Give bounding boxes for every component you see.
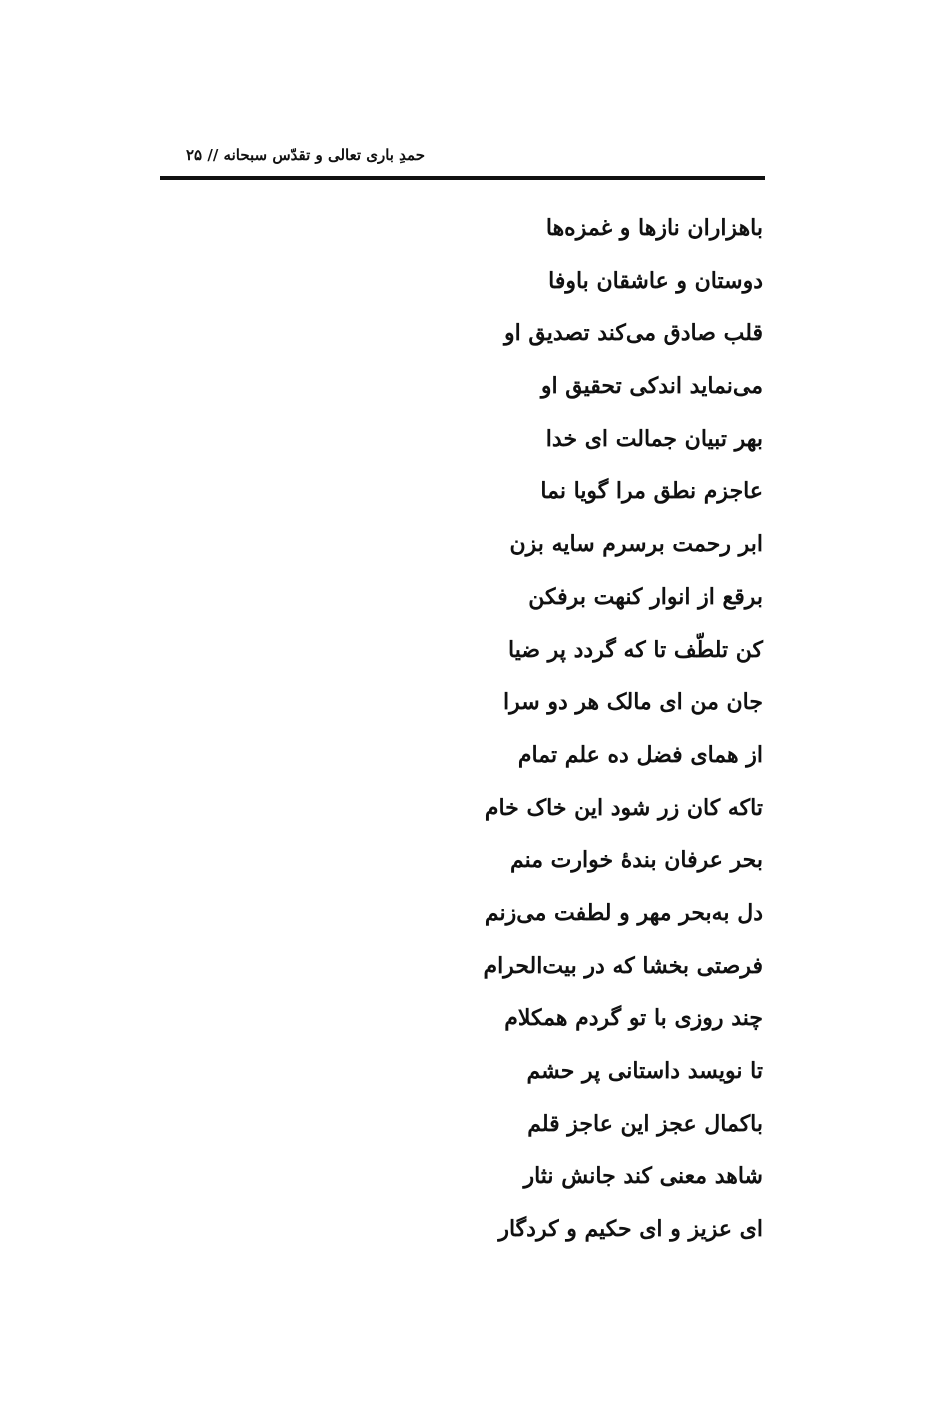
verse-line: دل به‌بحر مهر و لطفت می‌زنم (484, 899, 763, 926)
verse-line: چند روزی با تو گردم همکلام (504, 1005, 763, 1032)
verse-line: بهر تبیان جمالت ای خدا (545, 425, 763, 452)
verse-line: قلب صادق می‌کند تصدیق او (503, 320, 763, 347)
verse-line: باهزاران نازها و غمزه‌ها (545, 215, 763, 241)
verse-line: کن تلطّف تا که گردد پر ضیا (508, 636, 763, 663)
poem-verses (363, 208, 763, 1262)
verse-line: شاهد معنی کند جانش نثار (523, 1163, 763, 1190)
verse-line: می‌نماید اندکی تحقیق او (540, 373, 763, 400)
verse-line: تاکه کان زر شود این خاک خام (484, 794, 763, 821)
verse-line: برقع از انوار کنهت برفکن (528, 583, 763, 610)
verse-line: جان من ای مالک هر دو سرا (502, 689, 763, 716)
running-header (160, 140, 765, 174)
verse-line: عاجزم نطق مرا گویا نما (540, 478, 763, 505)
verse-line: تا نویسد داستانی پر حشم (526, 1058, 763, 1084)
verse-line: فرصتی بخشا که در بیت‌الحرام (483, 952, 763, 979)
verse-line: بحر عرفان بندهٔ خوارت منم (509, 847, 763, 874)
header-title: حمدِ باری تعالی و تقدّس سبحانه // ۲۵ (186, 146, 425, 164)
verse-line: ای عزیز و ای حکیم و کردگار (498, 1216, 763, 1243)
verse-line: از همای فضل ده علم تمام (517, 741, 763, 768)
header-rule (160, 176, 765, 180)
verse-line: دوستان و عاشقان باوفا (548, 267, 763, 294)
verse-line: ابر رحمت برسرم سایه بزن (509, 531, 763, 558)
verse-line: باکمال عجز این عاجز قلم (527, 1110, 763, 1137)
